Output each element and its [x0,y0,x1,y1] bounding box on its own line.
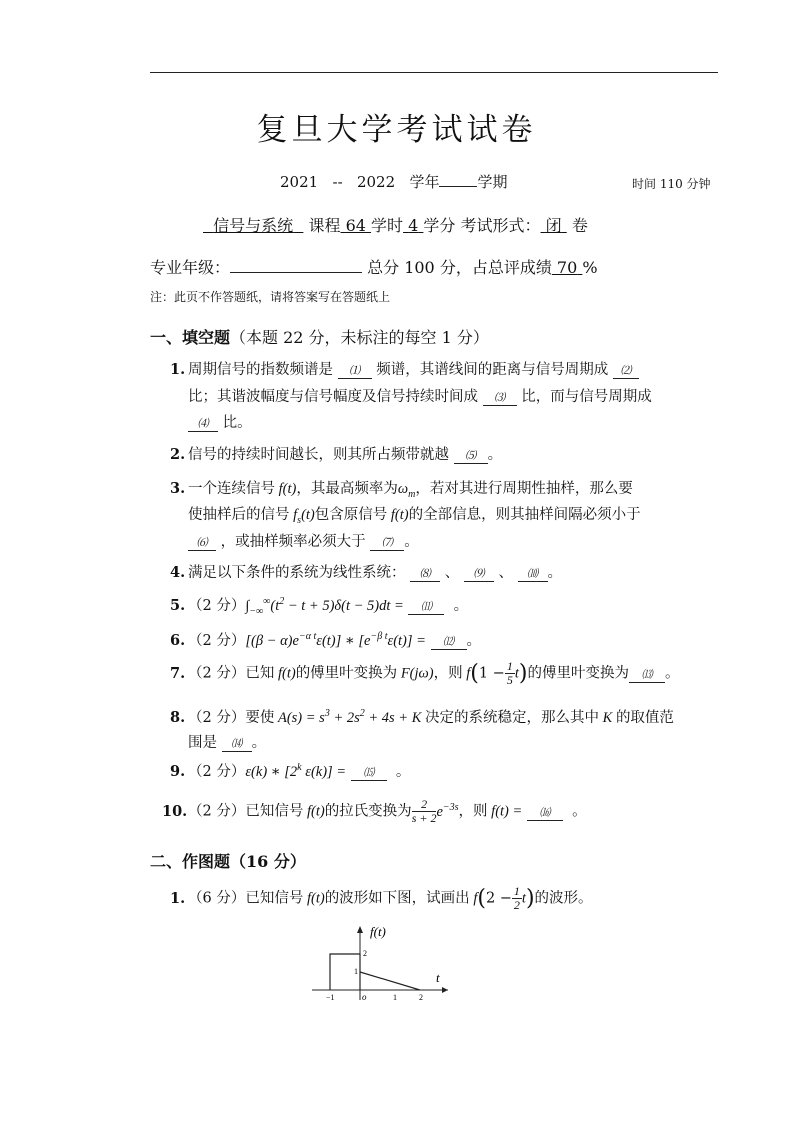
q4: 4. 满足以下条件的系统为线性系统： ⑻ 、 ⑼ 、 ⑽ 。 [170,564,563,581]
y-label: f(t) [370,924,386,939]
section1-heading: 一、填空题（本题 22 分，未标注的每空 1 分） [150,328,489,347]
q9: 9. （2 分）ε(k) ∗ [2$^k$ ε(k)] = ⒂ 。 [170,762,411,780]
note: 注：此页不作答题纸，请将答案写在答题纸上 [150,290,391,304]
section2-heading: 二、作图题（16 分） [150,852,306,871]
top-rule [150,72,718,73]
y-axis-arrow [357,926,363,933]
waveform-graph [300,920,460,1010]
course-line: 信号与系统 课程 64 学时 4 学分 考试形式： 闭 卷 [213,216,588,235]
q8-line2: 围是 ⒁ 。 [188,735,267,751]
page-title: 复旦大学考试试卷 [256,112,537,148]
q1-line3: ⑷ 比。 [188,411,252,432]
q8-line1: 8. （2 分）要使 $A(s) = s^3 + 2s^2 + 4s + K$ 决定的系统稳定，那么其中 K 的取值范 [170,708,674,726]
x-axis-arrow [442,987,448,993]
ytick-label: 2 [363,949,367,958]
ytick-label: 1 [354,967,358,976]
q5: 5. （2 分）$\int_{-\infty}^\infty(t^2 - t + 5)\delta(t - 5)dt$ = ⑾ 。 [170,596,469,617]
year-line: 2021 -- 2022 学年 学期 [280,173,508,191]
s2-q1: 1. （6 分）已知信号 f(t)的波形如下图，试画出 f(2 − $\frac{1}{2}$ t)的波形。 [170,884,593,912]
q1-line1: 1. 周期信号的指数频谱是 ⑴ 频谱，其谱线间的距离与信号周期成 ⑵ [170,358,639,379]
xtick-label: −1 [326,993,335,1002]
major-line: 专业年级： 总分 100 分，占总评成绩 70 % [150,258,598,277]
q3-line2: 使抽样后的信号 $f_s(t)$包含原信号 f(t)的全部信息，则其抽样间隔必须小于 [188,507,641,526]
q7: 7. （2 分）已知 f(t)的傅里叶变换为 F(jω)，则 f(1 − $\frac{1}{5}$ t)的傅里叶变换为 ⒀ 。 [170,659,680,687]
x-label: t [436,970,440,985]
xtick-label: 2 [419,993,423,1002]
q1-line2: 比；其谐波幅度与信号幅度及信号持续时间成 ⑶ 比，而与信号周期成 [188,389,652,405]
waveform-ramp [360,972,420,990]
q2: 2. 信号的持续时间越长，则其所占频带就越 ⑸ 。 [170,446,503,463]
q6: 6. （2 分）$[(\beta - \alpha)e^{-\alpha t}\varepsilon(t)]$ ∗ $[e^{-\beta t}\varepsilon(t)]$ = ⑿ 。 [170,631,482,649]
q3-line3: ⑹ ，或抽样频率必须大于 ⑺ 。 [188,530,419,551]
time-limit: 时间 110 分钟 [632,177,711,191]
xtick-label: 1 [393,993,397,1002]
q3-line1: 3. 一个连续信号 f(t)，其最高频率为$\omega_m$，若对其进行周期性抽样，那么要 [170,480,633,500]
origin-label: o [362,992,367,1002]
q10: 10.（2 分）已知信号 f(t)的拉氏变换为 $\frac{2}{s + 2}$ $e^{-3s}$，则 f(t) = ⒃ 。 [162,797,587,825]
